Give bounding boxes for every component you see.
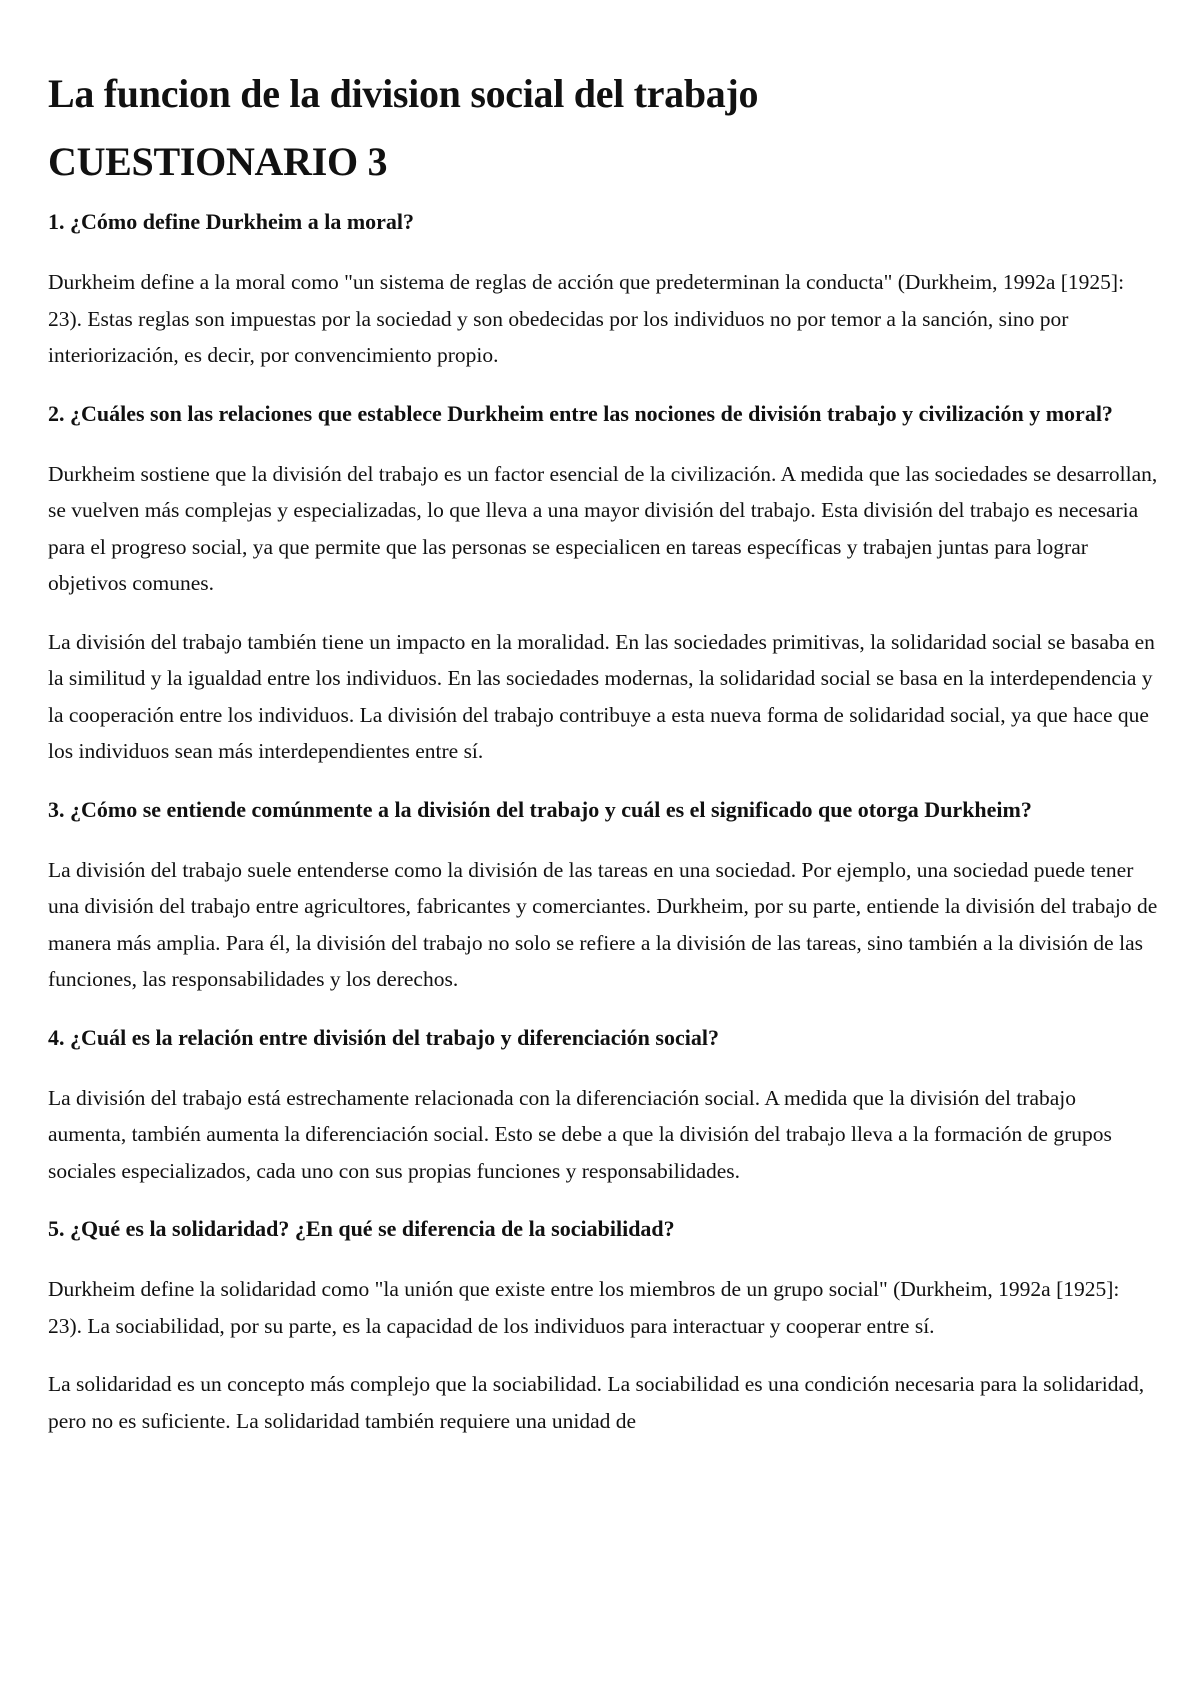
answer-paragraph: La división del trabajo suele entenderse como la división de las tareas en una sociedad. Por ejemplo, una sociedad puede tener una división del trabajo entre agricultores, fabricantes y comerciantes. Durkheim, por su parte, entiende la división del trabajo de manera más amplia. Para él, la división del trabajo no solo se refiere a la división de las tareas, sino también a la división de las funciones, las responsabilidades y los derechos. <box>48 857 1158 991</box>
document-title: La funcion de la division social del trabajo <box>48 71 759 116</box>
answer-paragraph: La división del trabajo también tiene un impacto en la moralidad. En las sociedades primitivas, la solidaridad social se basaba en la similitud y la igualdad entre los individuos. En las sociedades modernas, la solidaridad social se basa en la interdependencia y la cooperación entre los individuos. La división del trabajo contribuye a esta nueva forma de solidaridad social, ya que hace que los individuos sean más interdependientes entre sí. <box>48 629 1155 763</box>
question-section-3 <box>48 792 1158 998</box>
question-heading: 3. ¿Cómo se entiende comúnmente a la división del trabajo y cuál es el significado que otorga Durkheim? <box>48 796 1032 822</box>
question-heading: 5. ¿Qué es la solidaridad? ¿En qué se diferencia de la sociabilidad? <box>48 1216 675 1241</box>
answer-paragraph: La solidaridad es un concepto más complejo que la sociabilidad. La sociabilidad es una condición necesaria para la solidaridad, pero no es suficiente. La solidaridad también requiere una unidad de <box>48 1372 1145 1433</box>
question-heading: 4. ¿Cuál es la relación entre división del trabajo y diferenciación social? <box>48 1024 719 1050</box>
answer-paragraph: Durkheim sostiene que la división del trabajo es un factor esencial de la civilización. A medida que las sociedades se desarrollan, se vuelven más complejas y especializadas, lo que lleva a una mayor división del trabajo. Esta división del trabajo es necesaria para el progreso social, ya que permite que las personas se especialicen en tareas específicas y trabajen juntas para lograr objetivos comunes. <box>48 461 1158 595</box>
document-page <box>48 62 1158 1461</box>
answer-paragraph: Durkheim define a la moral como "un sistema de reglas de acción que predeterminan la conducta" (Durkheim, 1992a [1925]: 23). Estas reglas son impuestas por la sociedad y son obedecidas por los individuos no por temor a la sanción, sino por interiorización, es decir, por convencimiento propio. <box>48 270 1125 367</box>
answer-paragraph: La división del trabajo está estrechamente relacionada con la diferenciación social. A medida que la división del trabajo aumenta, también aumenta la diferenciación social. Esto se debe a que la división del trabajo lleva a la formación de grupos sociales especializados, cada uno con sus propias funciones y responsabilidades. <box>48 1085 1112 1183</box>
question-heading: 2. ¿Cuáles son las relaciones que establece Durkheim entre las nociones de división trabajo y civilización y moral? <box>48 400 1113 426</box>
question-section-1 <box>48 204 1158 374</box>
document-subtitle: CUESTIONARIO 3 <box>48 139 388 184</box>
question-heading: 1. ¿Cómo define Durkheim a la moral? <box>48 209 415 234</box>
question-section-2 <box>48 396 1158 770</box>
question-section-5 <box>48 1211 1158 1439</box>
question-section-4 <box>48 1020 1158 1190</box>
answer-paragraph: Durkheim define la solidaridad como "la unión que existe entre los miembros de un grupo social" (Durkheim, 1992a [1925]: 23). La sociabilidad, por su parte, es la capacidad de los individuos para interactuar y cooperar entre sí. <box>48 1277 1120 1338</box>
